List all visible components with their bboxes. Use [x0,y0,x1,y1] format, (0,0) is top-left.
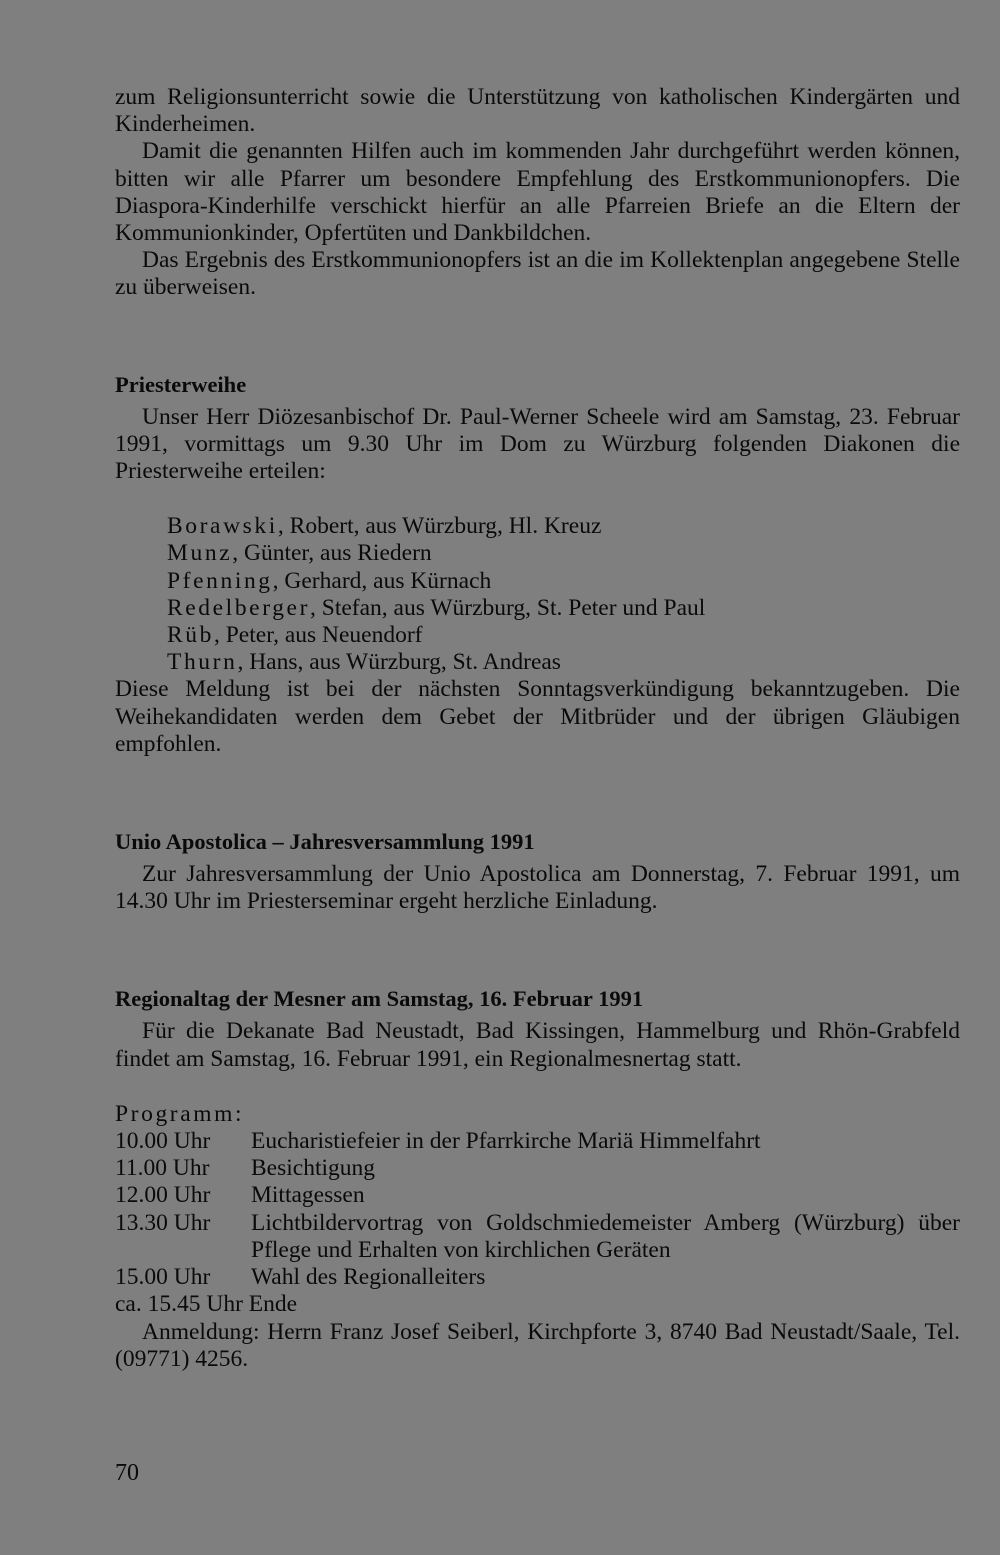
program-item [115,1264,960,1291]
priesterweihe-intro: Unser Herr Diözesanbischof Dr. Paul-Werner Scheele wird am Samstag, 23. Februar 1991, vormittags um 9.30 Uhr im Dom zu Würzburg folgenden Diakonen die Priesterweihe erteilen: [115,403,960,485]
program-time: 15.00 Uhr [115,1264,211,1291]
section-heading-regionaltag: Regionaltag der Mesner am Samstag, 16. Februar 1991 [115,986,644,1012]
program-description: Besichtigung [251,1155,376,1182]
intro-paragraph: Damit die genannten Hilfen auch im kommenden Jahr durchgeführt werden können, bitten wir alle Pfarrer um besondere Empfehlung des Erstkommunionopfers. Die Diaspora-Kinderhilfe verschickt hierfür an alle Pfarreien Briefe an die Eltern der Kommunionkinder, Opfertüten und Dankbildchen. [115,138,960,247]
program-description: Eucharistiefeier in der Pfarrkirche Mariä Himmelfahrt [251,1128,761,1155]
candidate-details: , Robert, aus Würzburg, Hl. Kreuz [277,513,602,540]
program-description: Mittagessen [251,1182,365,1209]
program-label: Programm: [115,1100,245,1127]
candidate-list [167,513,960,676]
program-time: 13.30 Uhr [115,1209,211,1236]
program-description: Wahl des Regionalleiters [251,1264,486,1291]
document-page [115,84,960,1373]
candidate-entry [167,513,960,540]
candidate-entry [167,622,960,649]
program-item [115,1155,960,1182]
program-time: 11.00 Uhr [115,1155,210,1182]
unio-text: Zur Jahresversammlung der Unio Apostolica am Donnerstag, 7. Februar 1991, um 14.30 Uhr im Priesterseminar ergeht herzliche Einladung. [115,861,960,915]
candidate-entry [167,595,960,622]
program-item [115,1128,960,1155]
intro-paragraph: Das Ergebnis des Erstkommunionopfers ist an die im Kollektenplan angegebene Stelle zu überweisen. [115,247,960,301]
section-heading-priesterweihe: Priesterweihe [115,371,247,397]
candidate-details: , Hans, aus Würzburg, St. Andreas [237,649,561,676]
program-list [115,1128,960,1291]
candidate-surname: Thurn [167,649,238,676]
candidate-details: , Günter, aus Riedern [232,540,432,567]
candidate-surname: Munz [167,540,233,567]
intro-paragraph: zum Religionsunterricht sowie die Unterstützung von katholischen Kindergärten und Kinderheimen. [115,84,960,138]
candidate-details: , Gerhard, aus Kürnach [272,567,492,594]
regionaltag-text: Für die Dekanate Bad Neustadt, Bad Kissingen, Hammelburg und Rhön-Grabfeld findet am Samstag, 16. Februar 1991, ein Regionalmesnertag statt. [115,1018,960,1072]
candidate-details: , Peter, aus Neuendorf [213,622,423,649]
program-item [115,1182,960,1209]
section-heading-unio: Unio Apostolica – Jahresversammlung 1991 [115,829,535,855]
program-time: 12.00 Uhr [115,1182,211,1209]
candidate-entry [167,649,960,676]
candidate-entry [167,540,960,567]
candidate-entry [167,568,960,595]
program-description: Lichtbildervortrag von Goldschmiedemeister Amberg (Würzburg) über Pflege und Erhalten von kirchlichen Geräten [251,1209,960,1263]
candidate-surname: Redelberger [167,594,311,621]
program-time: 10.00 Uhr [115,1128,211,1155]
page-number: 70 [115,1460,139,1486]
program-end-line: ca. 15.45 Uhr Ende [115,1291,298,1318]
candidate-surname: Rüb [167,622,214,649]
candidate-surname: Borawski [167,513,278,540]
candidate-surname: Pfenning [167,567,273,594]
program-item [115,1210,960,1264]
priesterweihe-closing: Diese Meldung ist bei der nächsten Sonntagsverkündigung bekanntzugeben. Die Weihekandidaten werden dem Gebet der Mitbrüder und der übrigen Gläubigen empfohlen. [115,676,960,757]
registration-text: Anmeldung: Herrn Franz Josef Seiberl, Kirchpforte 3, 8740 Bad Neustadt/Saale, Tel. (09771) 4256. [115,1318,960,1372]
candidate-details: , Stefan, aus Würzburg, St. Peter und Paul [310,594,706,621]
